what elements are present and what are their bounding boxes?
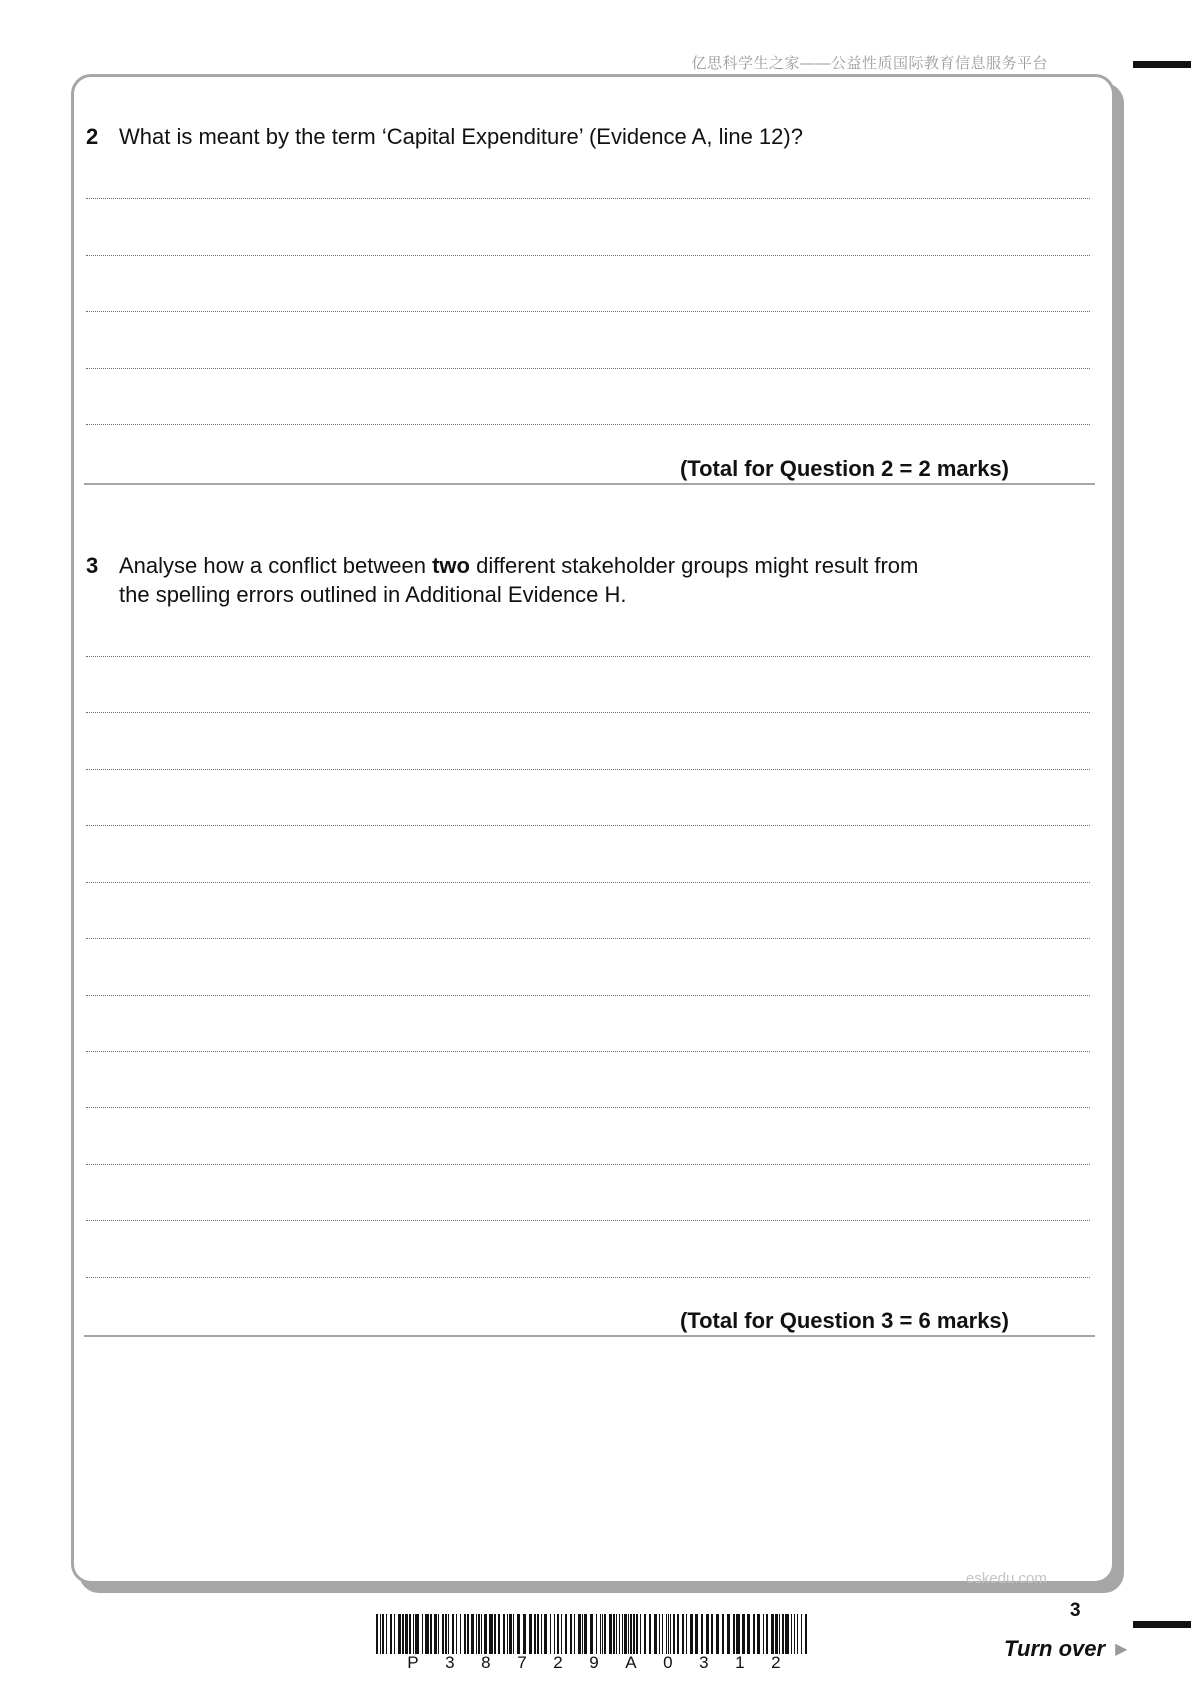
barcode-bar — [554, 1614, 555, 1656]
registration-mark-top — [1133, 61, 1191, 68]
barcode-bar — [464, 1614, 466, 1656]
barcode-bar — [636, 1614, 638, 1656]
barcode-bar — [722, 1614, 724, 1656]
barcode-bar — [574, 1614, 575, 1656]
barcode-bar — [736, 1614, 740, 1656]
barcode-bar — [570, 1614, 572, 1656]
barcode-bar — [604, 1614, 606, 1656]
barcode-bar — [716, 1614, 719, 1656]
turn-over-label: Turn over — [1004, 1636, 1106, 1661]
barcode-bar — [390, 1614, 392, 1656]
question-number: 3 — [86, 553, 99, 578]
barcode-digit: 9 — [589, 1653, 599, 1672]
barcode-digit: 3 — [699, 1653, 709, 1672]
barcode-bar — [805, 1614, 807, 1656]
barcode — [376, 1614, 812, 1672]
question-text-part: different stakeholder groups might result from — [469, 553, 919, 578]
question-text — [119, 551, 918, 580]
barcode-bar — [380, 1614, 381, 1656]
barcode-bar — [561, 1614, 562, 1656]
barcode-bar — [757, 1614, 760, 1656]
question-divider — [84, 483, 1095, 485]
barcode-bar — [456, 1614, 457, 1656]
barcode-bar — [747, 1614, 750, 1656]
barcode-bar — [616, 1614, 617, 1656]
footer-watermark: eskedu.com — [966, 1570, 1047, 1587]
barcode-bar — [590, 1614, 593, 1656]
barcode-bar — [690, 1614, 693, 1656]
barcode-digit: 7 — [517, 1653, 527, 1672]
barcode-digit: 2 — [771, 1653, 781, 1672]
barcode-bar — [517, 1614, 520, 1656]
barcode-bar — [706, 1614, 709, 1656]
answer-line[interactable] — [86, 938, 1090, 939]
barcode-bar — [771, 1614, 774, 1656]
barcode-bar — [476, 1614, 477, 1656]
question-text-emphasis: two — [432, 553, 470, 578]
barcode-bar — [534, 1614, 536, 1656]
barcode-bar — [422, 1614, 423, 1656]
barcode-digit: 3 — [445, 1653, 455, 1672]
barcode-bar — [442, 1614, 444, 1656]
barcode-bar — [405, 1614, 408, 1656]
barcode-bar — [582, 1614, 583, 1656]
barcode-bar — [382, 1614, 384, 1656]
barcode-bar — [394, 1614, 395, 1656]
question-text: the spelling errors outlined in Additional Evidence H. — [119, 582, 627, 607]
registration-mark-bottom — [1133, 1621, 1191, 1628]
barcode-digit: 8 — [481, 1653, 491, 1672]
barcode-bar — [797, 1614, 798, 1656]
barcode-bar — [682, 1614, 684, 1656]
barcode-digit: 1 — [735, 1653, 745, 1672]
barcode-bar — [782, 1614, 784, 1656]
barcode-bar — [523, 1614, 526, 1656]
barcode-bar — [550, 1614, 551, 1656]
barcode-bar — [619, 1614, 620, 1656]
barcode-bar — [670, 1614, 671, 1656]
barcode-bar — [529, 1614, 532, 1656]
barcode-bars — [376, 1614, 812, 1656]
barcode-bar — [596, 1614, 597, 1656]
triangle-right-icon: ▶ — [1115, 1641, 1128, 1658]
answer-line[interactable] — [86, 712, 1090, 713]
barcode-bar — [484, 1614, 487, 1656]
answer-line[interactable] — [86, 1164, 1090, 1165]
answer-line[interactable] — [86, 368, 1090, 369]
answer-line[interactable] — [86, 1220, 1090, 1221]
barcode-bar — [791, 1614, 792, 1656]
barcode-bar — [537, 1614, 539, 1656]
barcode-bar — [467, 1614, 469, 1656]
barcode-bar — [733, 1614, 735, 1656]
barcode-bar — [779, 1614, 780, 1656]
barcode-bar — [434, 1614, 437, 1656]
barcode-bar — [509, 1614, 512, 1656]
barcode-digit: P — [407, 1653, 419, 1672]
answer-line[interactable] — [86, 255, 1090, 256]
barcode-bar — [668, 1614, 669, 1656]
barcode-digit: A — [625, 1653, 637, 1672]
barcode-bar — [413, 1614, 414, 1656]
barcode-bar — [452, 1614, 454, 1656]
barcode-bar — [727, 1614, 730, 1656]
barcode-bar — [801, 1614, 802, 1656]
answer-line[interactable] — [86, 198, 1090, 199]
barcode-bar — [602, 1614, 603, 1656]
barcode-bar — [503, 1614, 505, 1656]
barcode-bar — [701, 1614, 703, 1656]
question-number: 2 — [86, 124, 99, 149]
barcode-bar — [584, 1614, 587, 1656]
barcode-digits — [376, 1654, 812, 1672]
barcode-bar — [613, 1614, 615, 1656]
question-3-total: (Total for Question 3 = 6 marks) — [679, 1308, 1009, 1333]
barcode-bar — [785, 1614, 789, 1656]
barcode-bar — [386, 1614, 387, 1656]
barcode-bar — [742, 1614, 745, 1656]
barcode-bar — [633, 1614, 635, 1656]
barcode-digit: 0 — [663, 1653, 673, 1672]
barcode-bar — [481, 1614, 482, 1656]
question-text-part: Analyse how a conflict between — [119, 553, 433, 578]
barcode-bar — [415, 1614, 419, 1656]
barcode-bar — [494, 1614, 496, 1656]
answer-line[interactable] — [86, 882, 1090, 883]
barcode-bar — [600, 1614, 601, 1656]
barcode-bar — [644, 1614, 646, 1656]
answer-line[interactable] — [86, 424, 1090, 425]
barcode-bar — [544, 1614, 547, 1656]
barcode-bar — [775, 1614, 778, 1656]
answer-line[interactable] — [86, 1051, 1090, 1052]
barcode-bar — [622, 1614, 623, 1656]
barcode-bar — [398, 1614, 401, 1656]
barcode-bar — [513, 1614, 514, 1656]
barcode-bar — [628, 1614, 629, 1656]
answer-line[interactable] — [86, 311, 1090, 312]
barcode-bar — [445, 1614, 447, 1656]
barcode-bar — [498, 1614, 500, 1656]
barcode-bar — [565, 1614, 567, 1656]
barcode-bar — [489, 1614, 493, 1656]
barcode-bar — [640, 1614, 641, 1656]
barcode-bar — [541, 1614, 542, 1656]
barcode-bar — [609, 1614, 612, 1656]
answer-line[interactable] — [86, 1277, 1090, 1278]
answer-line[interactable] — [86, 1107, 1090, 1108]
barcode-bar — [430, 1614, 432, 1656]
barcode-bar — [448, 1614, 449, 1656]
barcode-bar — [478, 1614, 480, 1656]
barcode-bar — [711, 1614, 713, 1656]
barcode-bar — [763, 1614, 764, 1656]
barcode-bar — [630, 1614, 632, 1656]
barcode-bar — [695, 1614, 698, 1656]
barcode-bar — [425, 1614, 429, 1656]
answer-frame — [71, 74, 1115, 1584]
barcode-bar — [662, 1614, 663, 1656]
barcode-bar — [686, 1614, 687, 1656]
barcode-bar — [507, 1614, 508, 1656]
question-2-total: (Total for Question 2 = 2 marks) — [679, 456, 1009, 481]
barcode-bar — [438, 1614, 439, 1656]
page-number: 3 — [1070, 1600, 1081, 1621]
barcode-bar — [624, 1614, 627, 1656]
barcode-bar — [402, 1614, 404, 1656]
answer-line[interactable] — [86, 769, 1090, 770]
barcode-bar — [753, 1614, 755, 1656]
barcode-bar — [578, 1614, 581, 1656]
question-divider — [84, 1335, 1095, 1337]
barcode-bar — [673, 1614, 675, 1656]
answer-line[interactable] — [86, 825, 1090, 826]
question-text: What is meant by the term ‘Capital Expenditure’ (Evidence A, line 12)? — [119, 124, 803, 149]
barcode-bar — [471, 1614, 474, 1656]
answer-line[interactable] — [86, 995, 1090, 996]
barcode-digit: 2 — [553, 1653, 563, 1672]
barcode-bar — [654, 1614, 657, 1656]
barcode-bar — [766, 1614, 768, 1656]
header-watermark: 亿思科学生之家——公益性质国际教育信息服务平台 — [691, 55, 1048, 72]
barcode-bar — [677, 1614, 679, 1656]
barcode-bar — [659, 1614, 660, 1656]
barcode-bar — [409, 1614, 411, 1656]
barcode-bar — [666, 1614, 667, 1656]
barcode-bar — [376, 1614, 378, 1656]
barcode-bar — [794, 1614, 795, 1656]
barcode-bar — [460, 1614, 461, 1656]
turn-over — [1004, 1636, 1127, 1662]
answer-line[interactable] — [86, 656, 1090, 657]
barcode-bar — [649, 1614, 651, 1656]
barcode-bar — [557, 1614, 559, 1656]
